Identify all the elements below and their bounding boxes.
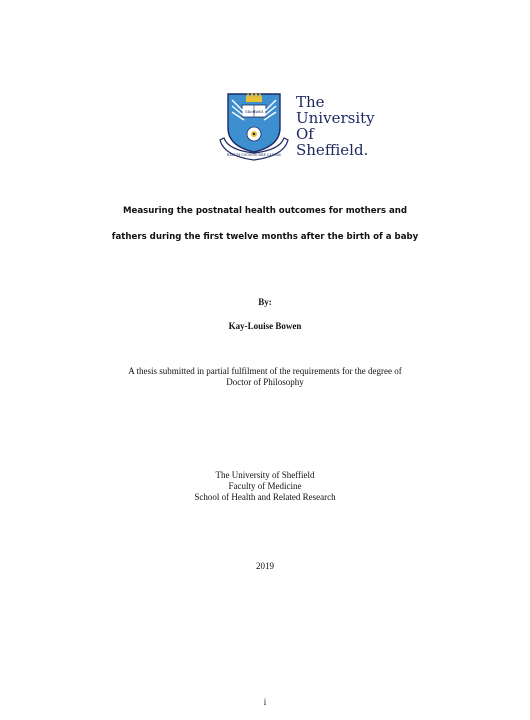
- thesis-title-line-1: Measuring the postnatal health outcomes for mothers and: [122, 206, 408, 216]
- wordmark-line: University: [296, 109, 375, 127]
- author-name: Kay-Louise Bowen: [228, 321, 302, 331]
- submission-year: 2019: [256, 561, 274, 571]
- wordmark-line: Sheffield.: [296, 141, 369, 159]
- affiliation-university: The University of Sheffield: [215, 470, 315, 480]
- svg-text:Sheffield: Sheffield: [244, 109, 264, 114]
- university-logo: [218, 90, 378, 166]
- page-number: i: [263, 697, 267, 707]
- university-wordmark: [296, 94, 375, 158]
- svg-text:RERUM COGNOSCERE CAUSAS: RERUM COGNOSCERE CAUSAS: [227, 153, 281, 157]
- wordmark-line: The: [296, 93, 325, 111]
- affiliation-school: School of Health and Related Research: [194, 492, 336, 502]
- thesis-statement-line-2: Doctor of Philosophy: [226, 377, 304, 387]
- thesis-title-line-2: fathers during the first twelve months after the birth of a baby: [111, 232, 419, 242]
- thesis-statement-line-1: A thesis submitted in partial fulfilment of the requirements for the degree of: [128, 366, 402, 376]
- university-crest-icon: [218, 90, 290, 166]
- by-label: By:: [258, 297, 272, 307]
- affiliation-faculty: Faculty of Medicine: [228, 481, 302, 491]
- wordmark-line: Of: [296, 125, 314, 143]
